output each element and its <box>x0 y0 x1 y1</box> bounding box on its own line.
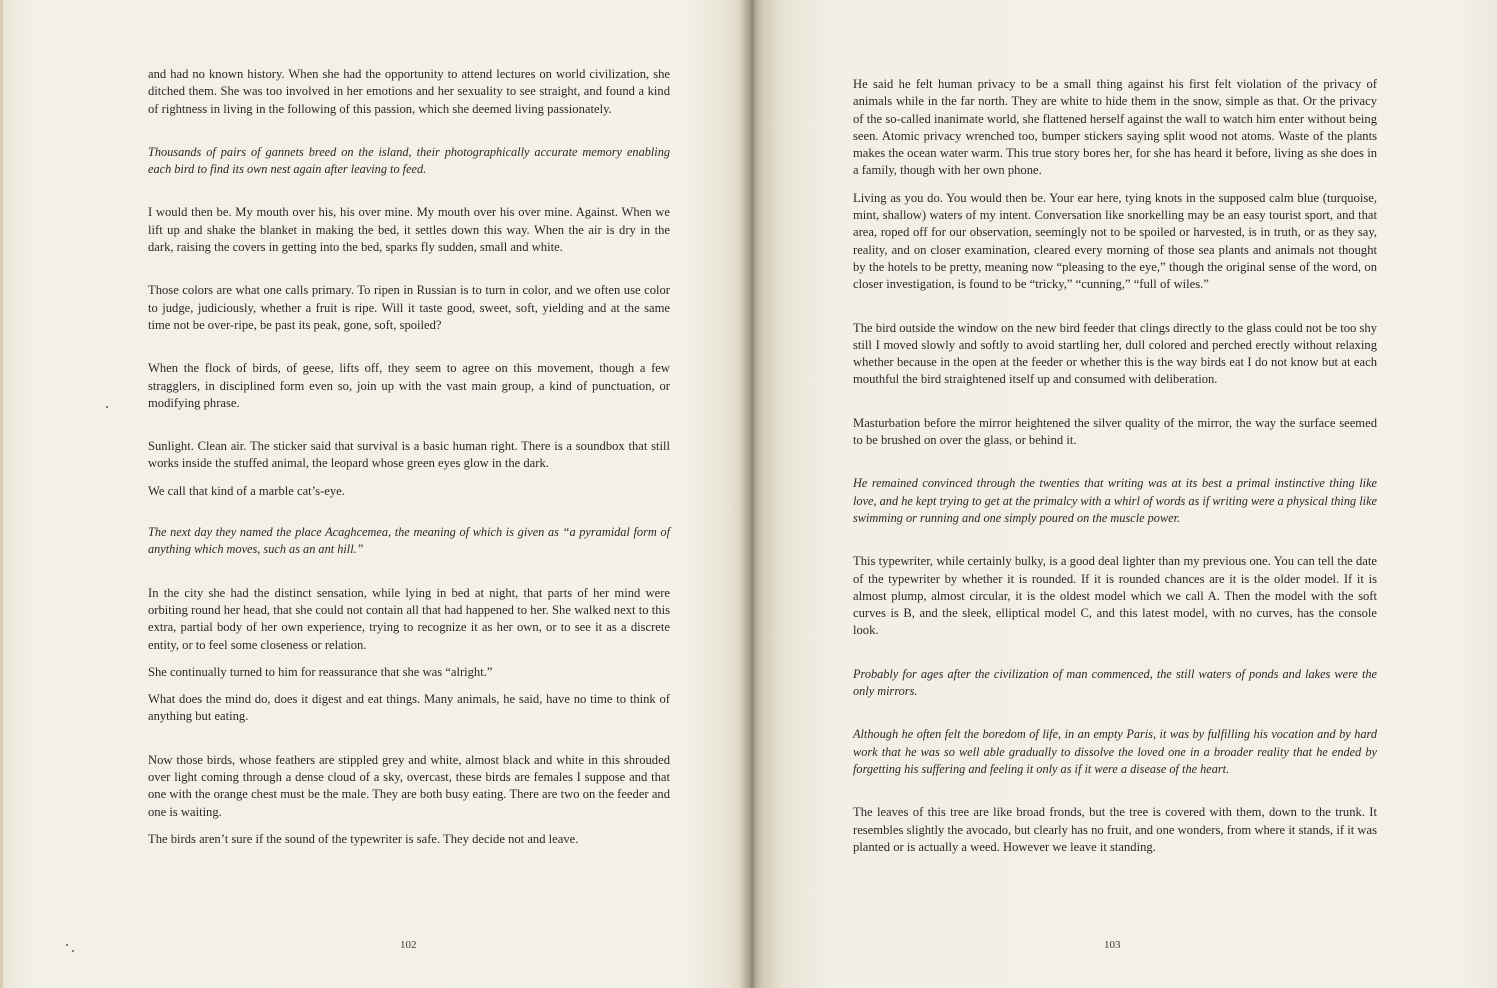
right-page-text <box>853 76 1377 856</box>
paragraph: He said he felt human privacy to be a small thing against his first felt violation of the privacy of animals while in the far north. They are white to hide them in the snow, simple as that. Or the privacy of the so-called inanimate world, she flattened herself against the wall to watch him enter without being seen. Atomic privacy wrenched too, bumper stickers saying split wood not atoms. Waste of the plants makes the ocean water warm. This true story bores her, for she has heard it before, living as she does in a family, though with her own phone. <box>853 77 1377 178</box>
paragraph: Sunlight. Clean air. The sticker said that survival is a basic human right. There is a soundbox that still works inside the stuffed animal, the leopard whose green eyes glow in the dark. <box>148 439 670 471</box>
paragraph: When the flock of birds, of geese, lifts off, they seem to agree on this movement, though a few stragglers, in disciplined form even so, join up with the vast main group, a kind of punctuation, or modifying phrase. <box>148 361 670 410</box>
paragraph-italic: The next day they named the place Acaghcemea, the meaning of which is given as “a pyramidal form of anything which moves, such as an ant hill.” <box>148 525 670 557</box>
paragraph-italic: Thousands of pairs of gannets breed on the island, their photographically accurate memory enabling each bird to find its own nest again after leaving to feed. <box>148 144 670 177</box>
speck <box>66 944 68 946</box>
page-number-left: 102 <box>400 939 417 951</box>
paragraph: The birds aren’t sure if the sound of the typewriter is safe. They decide not and leave. <box>148 831 579 846</box>
paragraph: Living as you do. You would then be. Your ear here, tying knots in the supposed calm blue (turquoise, mint, shallow) waters of my intent. Conversation like snorkelling may be an easy tourist sport, and that area, roped off for our observation, seemingly not to be spoiled or harvested, is in truth, or as they say, reality, and on closer examination, cleared every morning of those sea plants and animals not thought by the hotels to be pretty, meaning now “pleasing to the eye,” though the original sense of the word, on closer investigation, is found to be “tricky,” “cunning,” “full of wiles.” <box>853 190 1377 292</box>
paragraph-italic: He remained convinced through the twenties that writing was at its best a primal instinctive thing like love, and he kept trying to get at the primalcy with a whirl of words as if writing were a physical thing like swimming or running and one simply poured on the muscle power. <box>853 476 1377 525</box>
paragraph: The bird outside the window on the new bird feeder that clings directly to the glass could not be too shy still I moved slowly and softly to avoid startling her, dull colored and perched erectly without relaxing whether because in the open at the feeder or whether this is the way birds eat I do not know but at each mouthful the bird straightened itself up and consumed with deliberation. <box>853 320 1377 387</box>
paragraph: Those colors are what one calls primary. To ripen in Russian is to turn in color, and we often use color to judge, judiciously, whether a fruit is ripe. Will it taste good, sweet, soft, yielding and at the same time not be over-ripe, be past its peak, gone, soft, spoiled? <box>148 283 670 332</box>
paragraph: What does the mind do, does it digest and eat things. Many animals, he said, have no time to think of anything but eating. <box>148 692 670 724</box>
book-gutter <box>740 0 764 988</box>
paragraph: Now those birds, whose feathers are stippled grey and white, almost black and white in this shrouded over light coming through a dense cloud of a sky, overcast, these birds are females I suppose and that one with the orange chest must be the male. They are both busy eating. There are two on the feeder and one is waiting. <box>148 752 670 819</box>
paragraph: The leaves of this tree are like broad fronds, but the tree is covered with them, down to the trunk. It resembles slightly the avocado, but clearly has no fruit, and one wonders, from where it stands, if it was planted or is actually a weed. However we leave it standing. <box>853 805 1377 854</box>
paragraph: This typewriter, while certainly bulky, is a good deal lighter than my previous one. You can tell the date of the typewriter by whether it is rounded. If it is rounded chances are it is the older model. If it is almost plump, almost circular, it is the oldest model which we call A. Then the model with the soft curves is B, and the sleek, elliptical model C, and this latest model, with no curves, has the console look. <box>853 554 1377 638</box>
paragraph: She continually turned to him for reassurance that she was “alright.” <box>148 664 493 679</box>
paragraph: We call that kind of a marble cat’s-eye. <box>148 483 345 498</box>
speck <box>106 406 108 408</box>
paragraph: Masturbation before the mirror heightened the silver quality of the mirror, the way the surface seemed to be brushed on over the glass, or behind it. <box>853 415 1377 448</box>
paragraph: and had no known history. When she had the opportunity to attend lectures on world civilization, she ditched them. She was too involved in her emotions and her sexuality to see straight, and found a kind of rightness in living in the following of this passion, which she deemed living passionately. <box>148 67 670 116</box>
page-number-right: 103 <box>1104 939 1121 951</box>
paragraph: In the city she had the distinct sensation, while lying in bed at night, that parts of her mind were orbiting round her head, that she could not contain all that had happened to her. She walked next to this extra, partial body of her own experience, trying to recognize it as her own, or to see it as a discrete entity, or to feel some closeness or relation. <box>148 585 670 652</box>
paragraph-italic: Probably for ages after the civilization of man commenced, the still waters of ponds and lakes were the only mirrors. <box>853 666 1377 699</box>
left-page-text <box>148 66 670 848</box>
speck <box>72 950 74 952</box>
paragraph: I would then be. My mouth over his, his over mine. My mouth over his over mine. Against. When we lift up and shake the blanket in making the bed, it settles down this way. When the air is dry in the dark, raising the covers in getting into the bed, sparks fly sudden, small and white. <box>148 205 670 255</box>
paragraph-italic: Although he often felt the boredom of life, in an empty Paris, it was by fulfilling his vocation and by hard work that he was so well able gradually to dissolve the loved one in a broader reality that he ended by forgetting his suffering and feeling it only as if it were a disease of the heart. <box>853 727 1377 776</box>
